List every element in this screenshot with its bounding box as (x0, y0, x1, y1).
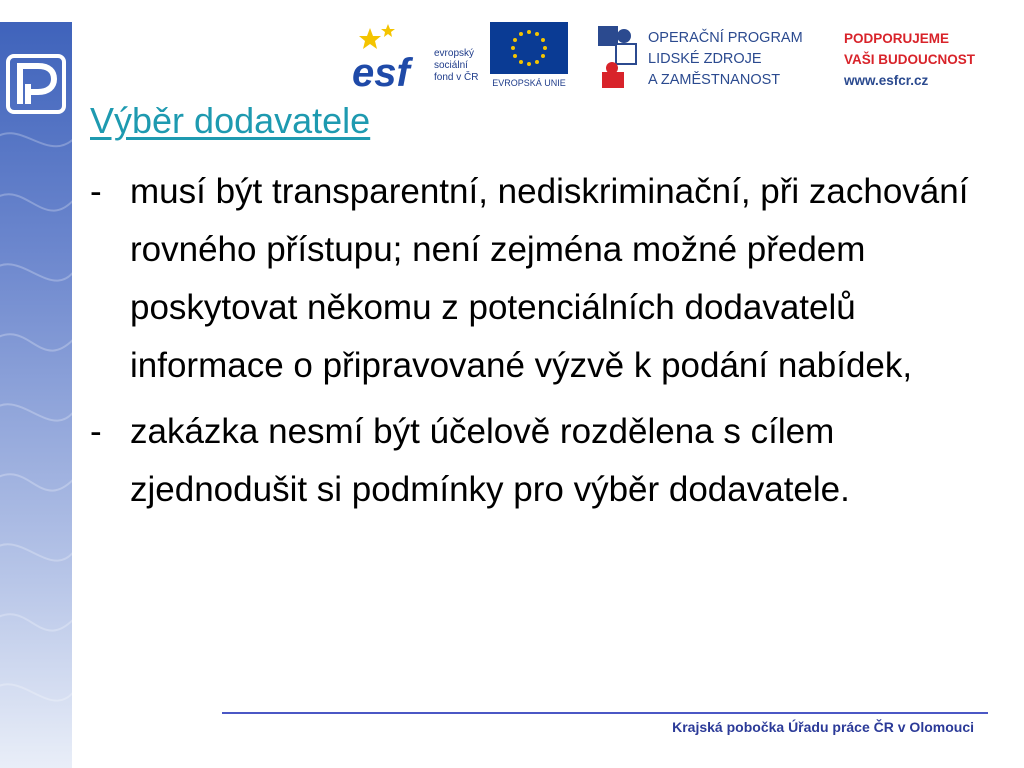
bullet-marker: - (90, 412, 102, 451)
op-puzzle-icon (594, 22, 644, 92)
support-line-2: VAŠI BUDOUCNOST (844, 52, 976, 67)
esf-text-line: fond v ČR (434, 72, 479, 83)
footer-divider (222, 712, 988, 714)
support-block (844, 28, 975, 91)
eu-flag-icon (490, 22, 568, 74)
esf-logo (350, 22, 484, 92)
op-logo (594, 22, 834, 92)
op-text (648, 28, 803, 91)
up-logo-icon (6, 54, 66, 114)
bullet-text: zakázka nesmí být účelově rozdělena s cílem zjednodušit si podmínky pro výběr dodavatele. (130, 412, 850, 509)
footer-text: Krajská pobočka Úřadu práce ČR v Olomouci (672, 719, 974, 735)
op-text-line: OPERAČNÍ PROGRAM (648, 30, 803, 46)
support-line-1: PODPORUJEME (844, 31, 950, 46)
bullet-item (90, 403, 990, 519)
op-text-line: A ZAMĚSTNANOST (648, 72, 781, 88)
bullet-list (90, 163, 990, 527)
eu-logo (490, 22, 568, 92)
esf-text (434, 48, 494, 84)
svg-text:esf: esf (352, 51, 410, 92)
bullet-marker: - (90, 172, 102, 211)
esf-text-line: evropský (434, 48, 475, 59)
support-url: www.esfcr.cz (844, 73, 929, 88)
bullet-item (90, 163, 990, 395)
slide-title: Výběr dodavatele (90, 100, 371, 141)
bullet-text: musí být transparentní, nediskriminační, při zachování rovného přístupu; není zejména možné předem poskytovat někomu z potenciálních dodavatelů informace o připravované výzvě k podání nabídek, (130, 172, 969, 385)
sidebar-pattern (0, 22, 72, 768)
eu-label: EVROPSKÁ UNIE (492, 78, 566, 88)
left-sidebar (0, 22, 72, 768)
esf-mark-icon (350, 22, 434, 92)
esf-text-line: sociální (434, 60, 468, 71)
op-text-line: LIDSKÉ ZDROJE (648, 51, 762, 67)
